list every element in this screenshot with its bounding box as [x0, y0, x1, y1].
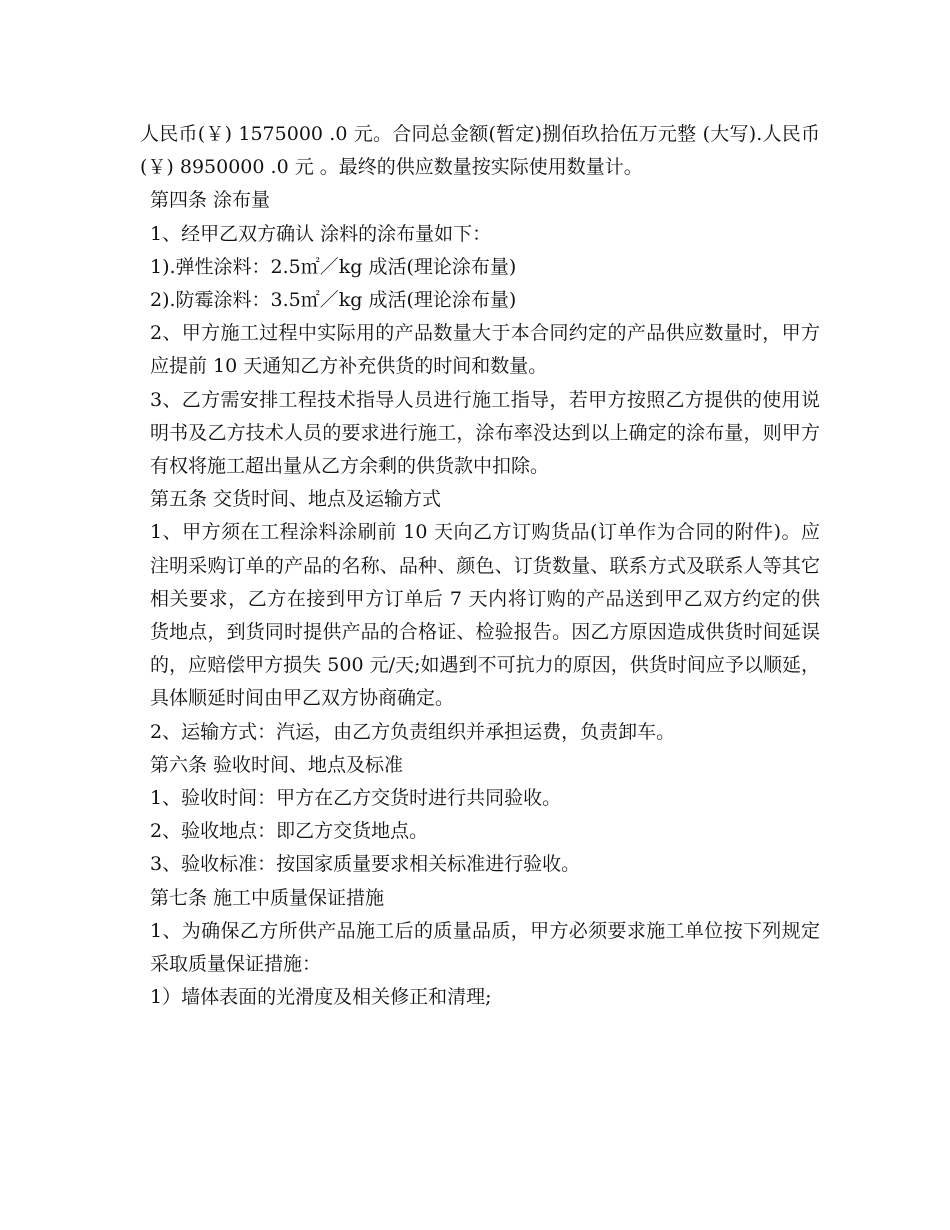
paragraph-transport: 2、运输方式：汽运，由乙方负责组织并承担运费，负责卸车。	[150, 720, 676, 743]
heading-article-5: 第五条 交货时间、地点及运输方式	[150, 488, 442, 511]
paragraph-acceptance-time: 1、验收时间：甲方在乙方交货时进行共同验收。	[150, 787, 562, 810]
paragraph-coverage-intro: 1、经甲乙双方确认 涂料的涂布量如下：	[150, 222, 492, 245]
paragraph-acceptance-place: 2、验收地点：即乙方交货地点。	[150, 820, 429, 843]
heading-article-4: 第四条 涂布量	[150, 189, 271, 212]
paragraph-acceptance-standard: 3、验收标准：按国家质量要求相关标准进行验收。	[150, 853, 581, 876]
document-page	[140, 118, 820, 1014]
heading-article-6: 第六条 验收时间、地点及标准	[150, 753, 404, 776]
paragraph-wall-surface: 1）墙体表面的光滑度及相关修正和清理;	[150, 986, 492, 1009]
paragraph-technical-guidance: 3、乙方需安排工程技术指导人员进行施工指导，若甲方按照乙方提供的使用说明书及乙方技术人员的要求进行施工，涂布率没达到以上确定的涂布量，则甲方有权将施工超出量从乙方余剩的供货款中扣除。	[150, 388, 820, 478]
heading-article-7: 第七条 施工中质量保证措施	[150, 886, 385, 909]
paragraph-ordering: 1、甲方须在工程涂料涂刷前 10 天向乙方订购货品(订单作为合同的附件)。应注明采购订单的产品的名称、品种、颜色、订货数量、联系方式及联系人等其它相关要求，乙方在接到甲方订单后 7 天内将订购的产品送到甲乙双方约定的供货地点，到货同时提供产品的合格证、检验报告。因乙方原因造成供货时间延误的，应赔偿甲方损失 500 元/天;如遇到不可抗力的原因，供货时间应予以顺延，具体顺延时间由甲乙双方协商确定。	[150, 521, 820, 710]
paragraph-price-total: 人民币(￥) 1575000 .0 元。合同总金额(暂定)捌佰玖拾伍万元整 (大写).人民币(￥) 8950000 .0 元 。最终的供应数量按实际使用数量计。	[140, 123, 820, 179]
paragraph-supply-notice: 2、甲方施工过程中实际用的产品数量大于本合同约定的产品供应数量时，甲方应提前 10 天通知乙方补充供货的时间和数量。	[150, 322, 820, 378]
paragraph-antimold-coating: 2).防霉涂料：3.5㎡／kg 成活(理论涂布量)	[150, 289, 517, 312]
paragraph-elastic-coating: 1).弹性涂料：2.5㎡／kg 成活(理论涂布量)	[150, 255, 517, 278]
paragraph-quality-measures: 1、为确保乙方所供产品施工后的质量品质，甲方必须要求施工单位按下列规定采取质量保证措施：	[150, 919, 820, 976]
